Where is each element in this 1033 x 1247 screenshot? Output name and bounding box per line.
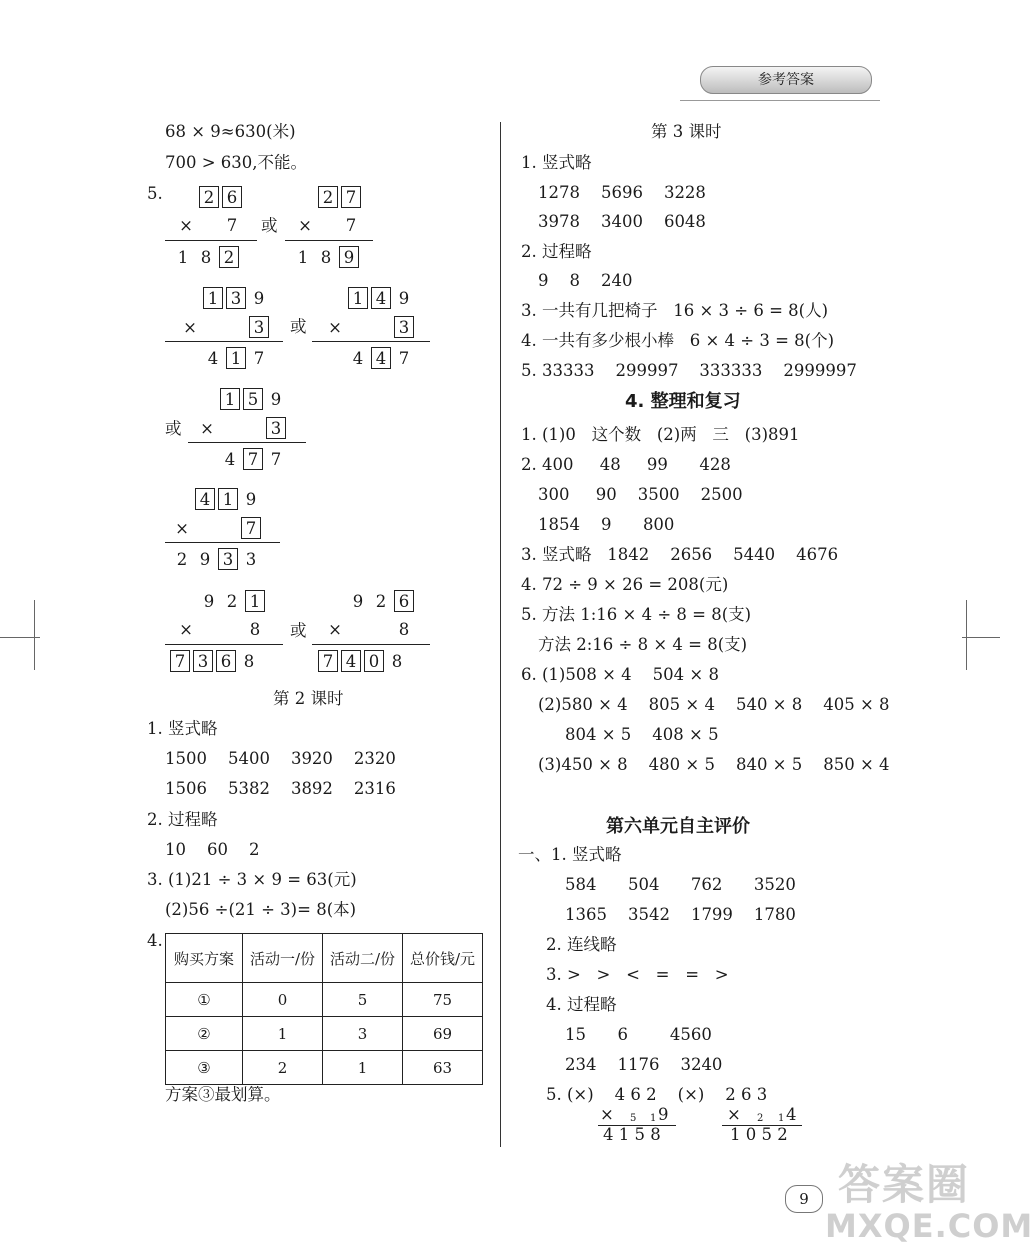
table-cell: 0 (243, 983, 323, 1017)
section-title: 4. 整理和复习 (625, 391, 741, 412)
header-line (680, 100, 880, 101)
table-header-cell: 购买方案 (166, 934, 243, 983)
vertical-calc-row: × 3 (177, 316, 269, 339)
answer-line: 4. 一共有多少根小棒 6 × 4 ÷ 3 = 8(个) (521, 331, 835, 350)
answer-line: 9 8 240 (538, 271, 633, 290)
question-5-number: 5. (147, 184, 163, 203)
answer-line: 方法 2:16 ÷ 8 × 4 = 8(支) (538, 635, 748, 654)
table-cell: 69 (403, 1017, 483, 1051)
section-title: 第六单元自主评价 (606, 816, 750, 837)
answer-line: 1. (1)0 这个数 (2)两 三 (3)891 (521, 425, 800, 444)
answer-line: 1506 5382 3892 2316 (165, 779, 396, 798)
section-title: 第 2 课时 (273, 689, 344, 708)
table-cell: ③ (166, 1051, 243, 1085)
watermark-url: MXQE.COM (825, 1207, 1033, 1245)
crop-mark (966, 600, 967, 670)
crop-mark (34, 600, 35, 670)
answer-line: (2)580 × 4 805 × 4 540 × 8 405 × 8 (538, 695, 890, 714)
answer-line: 3978 3400 6048 (538, 212, 706, 231)
vertical-calc-row: × 8 (328, 620, 410, 639)
answer-line: 4. 72 ÷ 9 × 26 = 208(元) (521, 575, 729, 594)
answer-line: 一、1. 竖式略 (518, 845, 622, 864)
question-4-number: 4. (147, 931, 163, 950)
answer-line: 2. 过程略 (521, 242, 592, 261)
calc-line (188, 442, 306, 443)
left-line-1: 68 × 9≈630(米) (165, 122, 296, 141)
vertical-calc-row: 4 1 7 (207, 349, 265, 368)
answer-line: 3. 竖式略 1842 2656 5440 4676 (521, 545, 839, 564)
answer-line: 5. (×) 4 6 2 (×) 2 6 3 (546, 1085, 768, 1104)
answer-line: 1. 竖式略 (147, 719, 218, 738)
vertical-calc-row: 2 6 (173, 186, 242, 209)
calc-line (165, 341, 283, 342)
answer-line: 1500 5400 3920 2320 (165, 749, 396, 768)
answer-line: 5. 33333 299997 333333 2999997 (521, 361, 857, 380)
table-header-cell: 活动一/份 (243, 934, 323, 983)
calc-line (165, 644, 283, 645)
answer-line: 2. 400 48 99 428 (521, 455, 731, 474)
small-calc-digit: 4 (786, 1105, 797, 1124)
small-calc-times: × (727, 1105, 741, 1124)
answer-line: 15 6 4560 (565, 1025, 712, 1044)
answer-line: 1278 5696 3228 (538, 183, 706, 202)
header-tag: 参考答案 (700, 66, 872, 94)
vertical-calc-row: 1 8 9 (290, 246, 359, 269)
vertical-calc-row: 2 7 (292, 186, 361, 209)
left-line-2: 700 > 630,不能。 (165, 153, 308, 172)
answer-line: (2)56 ÷(21 ÷ 3)= 8(本) (165, 900, 357, 919)
vertical-calc-row: 9 2 6 (322, 590, 414, 613)
table-row (166, 1017, 483, 1051)
section-title: 第 3 课时 (651, 122, 722, 141)
vertical-calc-row: 2 9 3 3 (176, 550, 257, 569)
answer-line: 6. (1)508 × 4 504 × 8 (521, 665, 719, 684)
answer-line: 234 1176 3240 (565, 1055, 723, 1074)
table-header-cell: 总价钱/元 (403, 934, 483, 983)
answer-line: 1854 9 800 (538, 515, 675, 534)
answer-line: 1365 3542 1799 1780 (565, 905, 796, 924)
vertical-calc-row: 1 4 9 (322, 287, 414, 310)
answer-line: 1. 竖式略 (521, 153, 592, 172)
answer-line: 10 60 2 (165, 840, 260, 859)
answer-line: (3)450 × 8 480 × 5 840 × 5 850 × 4 (538, 755, 890, 774)
vertical-calc-row: 7 4 0 8 (315, 650, 407, 673)
table-cell: 75 (403, 983, 483, 1017)
calc-line (165, 542, 280, 543)
answer-line: 5. 方法 1:16 × 4 ÷ 8 = 8(支) (521, 605, 752, 624)
or-text: 或 (290, 621, 307, 640)
answer-line: 804 × 5 408 × 5 (565, 725, 719, 744)
answer-line: 584 504 762 3520 (565, 875, 796, 894)
table-cell: 63 (403, 1051, 483, 1085)
answer-line: 3. (1)21 ÷ 3 × 9 = 63(元) (147, 870, 357, 889)
watermark-logo: 答案圈 (838, 1160, 971, 1209)
vertical-calc-row: 1 3 9 (177, 287, 269, 310)
vertical-calc-row: 4 7 7 (224, 450, 282, 469)
answer-line: 3. 一共有几把椅子 16 × 3 ÷ 6 = 8(人) (521, 301, 829, 320)
small-calc-carry: 1 (778, 1113, 785, 1124)
small-calc-carry: 5 (630, 1113, 637, 1124)
table-row (166, 983, 483, 1017)
answer-line: 2. 过程略 (147, 810, 218, 829)
conclusion: 方案③最划算。 (165, 1085, 281, 1104)
vertical-calc-row: 7 3 6 8 (167, 650, 259, 673)
table-cell: 3 (323, 1017, 403, 1051)
vertical-calc-row: 9 2 1 (173, 590, 265, 613)
column-divider (500, 122, 501, 1147)
vertical-calc-row: × 3 (322, 316, 414, 339)
calc-line (312, 341, 430, 342)
table-header-cell: 活动二/份 (323, 934, 403, 983)
table-row (166, 1051, 483, 1085)
answer-line: 300 90 3500 2500 (538, 485, 743, 504)
or-text: 或 (165, 419, 182, 438)
small-calc-times: × (600, 1105, 614, 1124)
table-cell: 5 (323, 983, 403, 1017)
table-cell: ② (166, 1017, 243, 1051)
answer-line: 2. 连线略 (546, 935, 617, 954)
vertical-calc-row: 1 5 9 (194, 388, 286, 411)
vertical-calc-row: × 8 (179, 620, 261, 639)
small-calc-carry: 1 (650, 1113, 657, 1124)
purchase-plan-table (165, 933, 483, 1085)
table-cell: 1 (243, 1017, 323, 1051)
answer-line: 4. 过程略 (546, 995, 617, 1014)
crop-mark (962, 637, 1000, 638)
page-number: 9 (785, 1185, 823, 1213)
small-calc-result: 4 1 5 8 (603, 1125, 661, 1144)
calc-line (312, 644, 430, 645)
calc-line (165, 240, 257, 241)
small-calc-result: 1 0 5 2 (730, 1125, 788, 1144)
small-calc-carry: 2 (757, 1113, 764, 1124)
vertical-calc-row: × 7 (169, 517, 261, 540)
or-text: 或 (261, 216, 278, 235)
answer-line: 3. > > < = = > (546, 965, 729, 984)
vertical-calc-row: × 7 (179, 216, 238, 235)
vertical-calc-row: 4 1 9 (169, 488, 261, 511)
vertical-calc-row: × 3 (194, 417, 286, 440)
calc-line (285, 240, 373, 241)
vertical-calc-row: 1 8 2 (170, 246, 239, 269)
table-cell: 1 (323, 1051, 403, 1085)
or-text: 或 (290, 317, 307, 336)
table-cell: 2 (243, 1051, 323, 1085)
vertical-calc-row: 4 4 7 (352, 349, 410, 368)
table-cell: ① (166, 983, 243, 1017)
small-calc-digit: 9 (658, 1105, 669, 1124)
vertical-calc-row: × 7 (298, 216, 357, 235)
table-header-row (166, 934, 483, 983)
